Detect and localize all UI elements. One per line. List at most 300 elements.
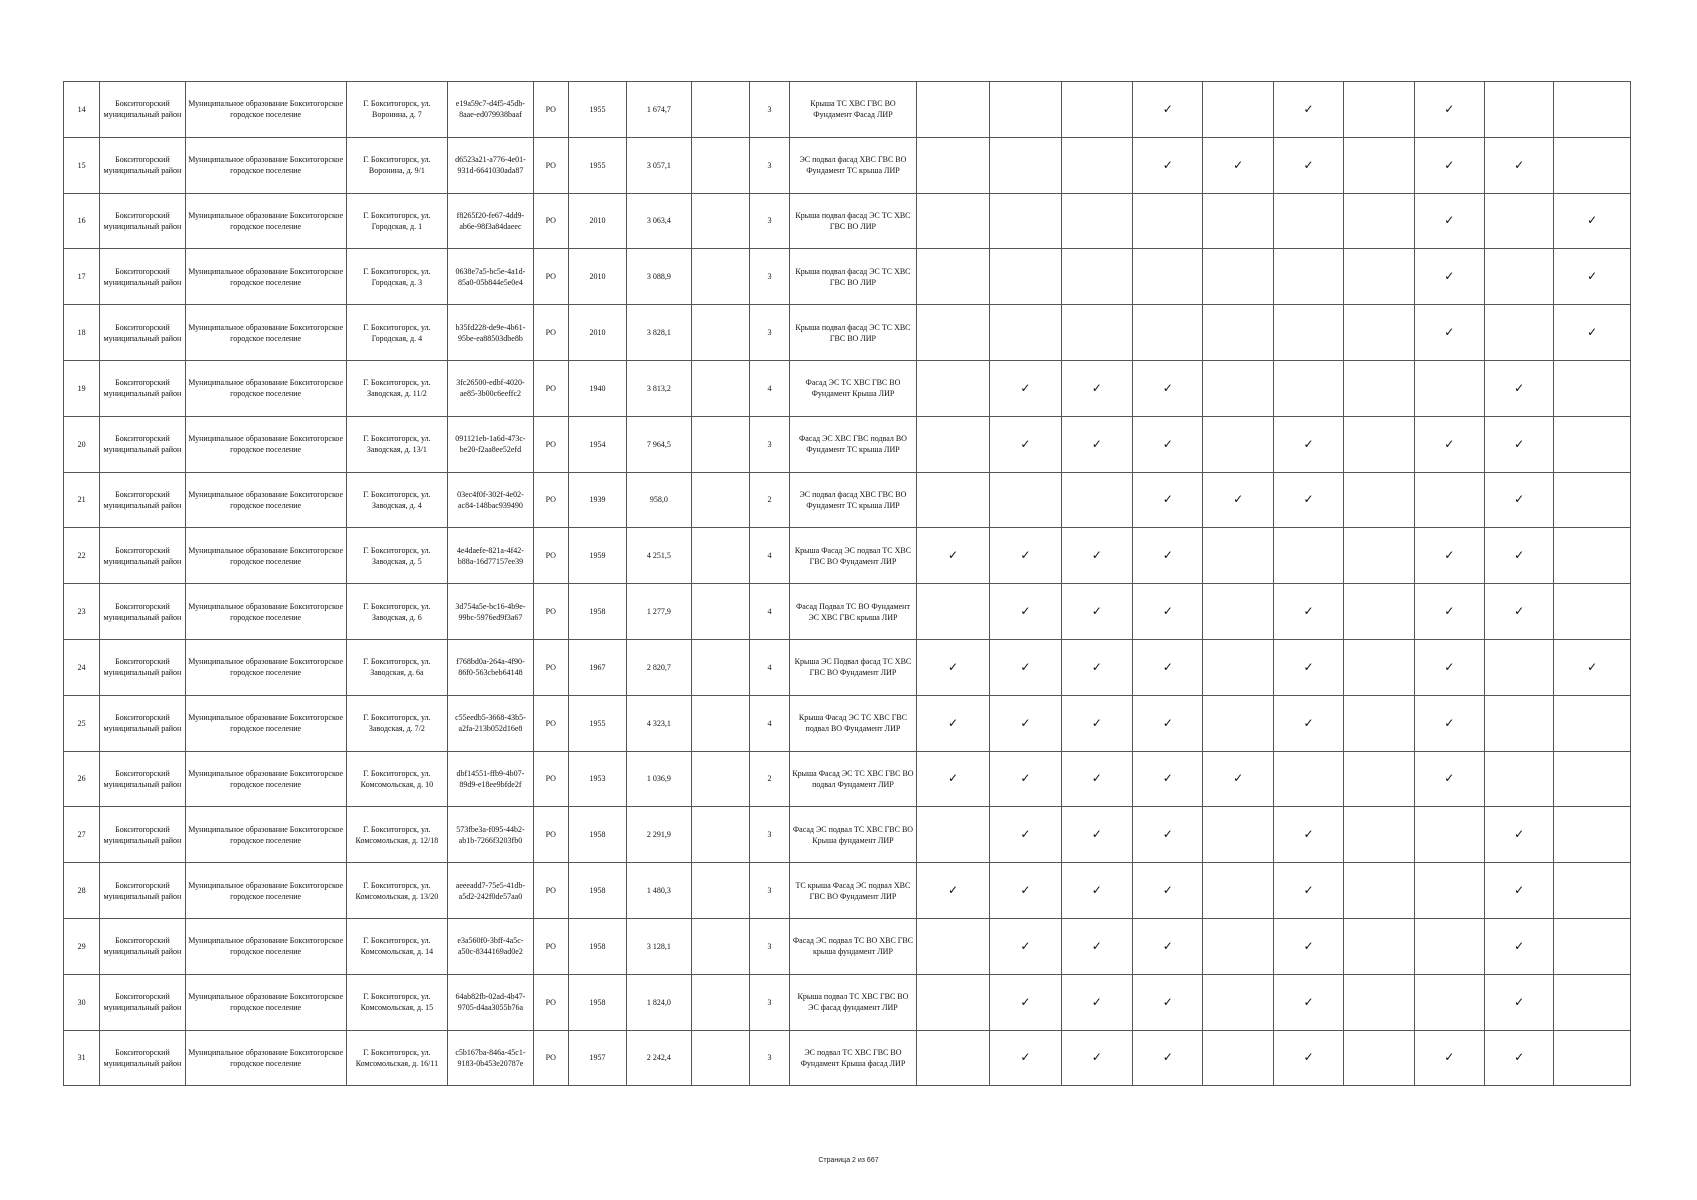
checkmark-icon: ✓	[1162, 659, 1173, 674]
checkmark-icon: ✓	[1303, 604, 1314, 619]
work-mark-cell	[1203, 807, 1273, 863]
address-cell: Г. Бокситогорск, ул. Комсомольская, д. 14	[346, 918, 448, 974]
works-list-cell: Крыша ТС ХВС ГВС ВО Фундамент Фасад ЛИР	[790, 82, 917, 138]
municipality-cell: Муниципальное образование Бокситогорское городское поселение	[185, 360, 346, 416]
page-footer: Страница 2 из 667	[818, 1157, 879, 1164]
work-mark-cell	[1133, 360, 1203, 416]
work-mark-cell	[916, 528, 989, 584]
work-mark-cell	[1061, 918, 1132, 974]
work-mark-cell	[1133, 416, 1203, 472]
work-mark-cell	[1203, 1030, 1273, 1086]
checkmark-icon: ✓	[1020, 380, 1031, 395]
work-mark-cell	[916, 416, 989, 472]
work-mark-cell	[1203, 584, 1273, 640]
district-cell: Бокситогорский муниципальный район	[100, 360, 185, 416]
checkmark-icon: ✓	[1303, 157, 1314, 172]
work-mark-cell	[1133, 137, 1203, 193]
year-cell: 1958	[568, 807, 626, 863]
work-mark-cell	[1344, 249, 1414, 305]
works-list-cell: Крыша подвал фасад ЭС ТС ХВС ГВС ВО ЛИР	[790, 249, 917, 305]
district-cell: Бокситогорский муниципальный район	[100, 137, 185, 193]
district-cell: Бокситогорский муниципальный район	[100, 807, 185, 863]
table-row	[64, 249, 1631, 305]
blank-cell	[691, 918, 749, 974]
municipality-cell: Муниципальное образование Бокситогорское городское поселение	[185, 249, 346, 305]
checkmark-icon: ✓	[1303, 883, 1314, 898]
checkmark-icon: ✓	[1444, 659, 1455, 674]
address-cell: Г. Бокситогорск, ул. Воронина, д. 9/1	[346, 137, 448, 193]
checkmark-icon: ✓	[1162, 604, 1173, 619]
district-cell: Бокситогорский муниципальный район	[100, 751, 185, 807]
checkmark-icon: ✓	[1162, 157, 1173, 172]
checkmark-icon: ✓	[1020, 883, 1031, 898]
work-mark-cell	[1133, 974, 1203, 1030]
table-row	[64, 639, 1631, 695]
floors-cell: 4	[749, 584, 789, 640]
works-list-cell: ЭС подвал ТС ХВС ГВС ВО Фундамент Крыша фасад ЛИР	[790, 1030, 917, 1086]
works-list-cell: Крыша Фасад ЭС подвал ТС ХВС ГВС ВО Фундамент ЛИР	[790, 528, 917, 584]
work-mark-cell	[1484, 249, 1553, 305]
table-row	[64, 528, 1631, 584]
blank-cell	[691, 360, 749, 416]
work-mark-cell	[1554, 82, 1631, 138]
year-cell: 2010	[568, 305, 626, 361]
blank-cell	[691, 584, 749, 640]
checkmark-icon: ✓	[1020, 994, 1031, 1009]
work-mark-cell	[1203, 305, 1273, 361]
checkmark-icon: ✓	[1587, 659, 1598, 674]
row-number-cell: 27	[64, 807, 100, 863]
work-mark-cell	[1273, 82, 1343, 138]
work-mark-cell	[1273, 416, 1343, 472]
work-mark-cell	[1133, 305, 1203, 361]
district-cell: Бокситогорский муниципальный район	[100, 193, 185, 249]
area-cell: 4 323,1	[627, 695, 691, 751]
work-mark-cell	[1061, 305, 1132, 361]
municipality-cell: Муниципальное образование Бокситогорское городское поселение	[185, 193, 346, 249]
area-cell: 1 824,0	[627, 974, 691, 1030]
work-mark-cell	[1484, 472, 1553, 528]
work-mark-cell	[1273, 751, 1343, 807]
work-mark-cell	[1061, 1030, 1132, 1086]
municipality-cell: Муниципальное образование Бокситогорское городское поселение	[185, 528, 346, 584]
district-cell: Бокситогорский муниципальный район	[100, 918, 185, 974]
checkmark-icon: ✓	[1162, 548, 1173, 563]
checkmark-icon: ✓	[1514, 827, 1525, 842]
checkmark-icon: ✓	[1162, 827, 1173, 842]
work-mark-cell	[1273, 249, 1343, 305]
works-list-cell: Фасад ЭС подвал ТС ВО ХВС ГВС крыша фундамент ЛИР	[790, 918, 917, 974]
work-mark-cell	[990, 137, 1061, 193]
work-mark-cell	[1273, 584, 1343, 640]
municipality-cell: Муниципальное образование Бокситогорское городское поселение	[185, 1030, 346, 1086]
work-mark-cell	[1203, 751, 1273, 807]
work-mark-cell	[1554, 695, 1631, 751]
work-mark-cell	[1414, 1030, 1484, 1086]
work-mark-cell	[1554, 639, 1631, 695]
work-mark-cell	[1344, 863, 1414, 919]
work-mark-cell	[1133, 584, 1203, 640]
municipality-cell: Муниципальное образование Бокситогорское городское поселение	[185, 807, 346, 863]
floors-cell: 3	[749, 918, 789, 974]
work-mark-cell	[1203, 82, 1273, 138]
work-mark-cell	[1061, 974, 1132, 1030]
checkmark-icon: ✓	[1020, 715, 1031, 730]
area-cell: 2 820,7	[627, 639, 691, 695]
work-mark-cell	[1414, 807, 1484, 863]
checkmark-icon: ✓	[1162, 938, 1173, 953]
floors-cell: 3	[749, 807, 789, 863]
program-cell: РО	[533, 863, 568, 919]
checkmark-icon: ✓	[1587, 213, 1598, 228]
floors-cell: 4	[749, 639, 789, 695]
table-row	[64, 807, 1631, 863]
work-mark-cell	[1061, 528, 1132, 584]
blank-cell	[691, 82, 749, 138]
work-mark-cell	[1273, 807, 1343, 863]
guid-cell: f8265f20-fe67-4dd9-ab6e-98f3a84daeec	[448, 193, 533, 249]
floors-cell: 2	[749, 751, 789, 807]
floors-cell: 3	[749, 137, 789, 193]
checkmark-icon: ✓	[947, 771, 959, 786]
program-cell: РО	[533, 918, 568, 974]
table-row	[64, 584, 1631, 640]
work-mark-cell	[916, 472, 989, 528]
row-number-cell: 24	[64, 639, 100, 695]
work-mark-cell	[916, 82, 989, 138]
floors-cell: 3	[749, 416, 789, 472]
work-mark-cell	[1133, 918, 1203, 974]
table-row	[64, 1030, 1631, 1086]
row-number-cell: 18	[64, 305, 100, 361]
floors-cell: 3	[749, 974, 789, 1030]
work-mark-cell	[1414, 305, 1484, 361]
work-mark-cell	[1484, 751, 1553, 807]
row-number-cell: 28	[64, 863, 100, 919]
year-cell: 2010	[568, 249, 626, 305]
checkmark-icon: ✓	[1020, 771, 1031, 786]
work-mark-cell	[1484, 193, 1553, 249]
year-cell: 2010	[568, 193, 626, 249]
guid-cell: b35fd228-de9e-4b61-95be-ea88503dbe8b	[448, 305, 533, 361]
work-mark-cell	[1133, 528, 1203, 584]
program-cell: РО	[533, 751, 568, 807]
checkmark-icon: ✓	[1091, 994, 1102, 1009]
row-number-cell: 29	[64, 918, 100, 974]
area-cell: 3 828,1	[627, 305, 691, 361]
guid-cell: e19a59c7-d4f5-45db-8aae-ed079938baaf	[448, 82, 533, 138]
work-mark-cell	[1273, 193, 1343, 249]
work-mark-cell	[916, 863, 989, 919]
work-mark-cell	[1414, 528, 1484, 584]
work-mark-cell	[1344, 974, 1414, 1030]
year-cell: 1939	[568, 472, 626, 528]
work-mark-cell	[1414, 416, 1484, 472]
checkmark-icon: ✓	[947, 715, 959, 730]
municipality-cell: Муниципальное образование Бокситогорское городское поселение	[185, 918, 346, 974]
guid-cell: f768bd0a-264a-4f90-86f0-563cbeb64148	[448, 639, 533, 695]
floors-cell: 3	[749, 305, 789, 361]
work-mark-cell	[916, 584, 989, 640]
checkmark-icon: ✓	[1444, 213, 1455, 228]
checkmark-icon: ✓	[1514, 492, 1525, 507]
district-cell: Бокситогорский муниципальный район	[100, 249, 185, 305]
work-mark-cell	[1414, 584, 1484, 640]
work-mark-cell	[1203, 193, 1273, 249]
work-mark-cell	[1273, 863, 1343, 919]
work-mark-cell	[1273, 305, 1343, 361]
row-number-cell: 15	[64, 137, 100, 193]
checkmark-icon: ✓	[1020, 548, 1031, 563]
district-cell: Бокситогорский муниципальный район	[100, 528, 185, 584]
year-cell: 1959	[568, 528, 626, 584]
program-cell: РО	[533, 695, 568, 751]
year-cell: 1958	[568, 918, 626, 974]
work-mark-cell	[1554, 416, 1631, 472]
work-mark-cell	[1344, 695, 1414, 751]
floors-cell: 3	[749, 82, 789, 138]
area-cell: 2 242,4	[627, 1030, 691, 1086]
blank-cell	[691, 528, 749, 584]
area-cell: 3 088,9	[627, 249, 691, 305]
row-number-cell: 20	[64, 416, 100, 472]
table-row	[64, 918, 1631, 974]
area-cell: 3 057,1	[627, 137, 691, 193]
work-mark-cell	[1554, 305, 1631, 361]
checkmark-icon: ✓	[1020, 827, 1031, 842]
works-list-cell: ТС крыша Фасад ЭС подвал ХВС ГВС ВО Фундамент ЛИР	[790, 863, 917, 919]
work-mark-cell	[990, 639, 1061, 695]
work-mark-cell	[1344, 751, 1414, 807]
checkmark-icon: ✓	[1020, 938, 1031, 953]
checkmark-icon: ✓	[1514, 548, 1525, 563]
row-number-cell: 23	[64, 584, 100, 640]
work-mark-cell	[1061, 137, 1132, 193]
work-mark-cell	[1554, 137, 1631, 193]
checkmark-icon: ✓	[1020, 604, 1031, 619]
checkmark-icon: ✓	[1303, 994, 1314, 1009]
program-cell: РО	[533, 584, 568, 640]
floors-cell: 4	[749, 528, 789, 584]
checkmark-icon: ✓	[1162, 436, 1173, 451]
checkmark-icon: ✓	[1020, 436, 1031, 451]
municipality-cell: Муниципальное образование Бокситогорское городское поселение	[185, 639, 346, 695]
checkmark-icon: ✓	[1303, 715, 1314, 730]
year-cell: 1940	[568, 360, 626, 416]
guid-cell: d6523a21-a776-4e01-931d-6641030ada87	[448, 137, 533, 193]
work-mark-cell	[1554, 360, 1631, 416]
work-mark-cell	[990, 472, 1061, 528]
row-number-cell: 31	[64, 1030, 100, 1086]
checkmark-icon: ✓	[1303, 938, 1314, 953]
year-cell: 1958	[568, 584, 626, 640]
address-cell: Г. Бокситогорск, ул. Комсомольская, д. 16/11	[346, 1030, 448, 1086]
table-row	[64, 360, 1631, 416]
work-mark-cell	[1061, 863, 1132, 919]
work-mark-cell	[1484, 360, 1553, 416]
table-row	[64, 751, 1631, 807]
work-mark-cell	[1273, 918, 1343, 974]
works-list-cell: ЭС подвал фасад ХВС ГВС ВО Фундамент ТС крыша ЛИР	[790, 137, 917, 193]
work-mark-cell	[1484, 82, 1553, 138]
housing-register-table	[63, 81, 1631, 1086]
checkmark-icon: ✓	[1091, 771, 1102, 786]
work-mark-cell	[1484, 974, 1553, 1030]
work-mark-cell	[916, 695, 989, 751]
area-cell: 3 128,1	[627, 918, 691, 974]
checkmark-icon: ✓	[1514, 883, 1525, 898]
work-mark-cell	[1061, 360, 1132, 416]
row-number-cell: 26	[64, 751, 100, 807]
work-mark-cell	[1061, 584, 1132, 640]
row-number-cell: 14	[64, 82, 100, 138]
area-cell: 7 964,5	[627, 416, 691, 472]
year-cell: 1953	[568, 751, 626, 807]
work-mark-cell	[1554, 974, 1631, 1030]
guid-cell: c5b167ba-846a-45c1-9183-0b453e20787e	[448, 1030, 533, 1086]
checkmark-icon: ✓	[1303, 436, 1314, 451]
work-mark-cell	[1344, 360, 1414, 416]
checkmark-icon: ✓	[1514, 604, 1525, 619]
work-mark-cell	[1554, 528, 1631, 584]
address-cell: Г. Бокситогорск, ул. Заводская, д. 5	[346, 528, 448, 584]
work-mark-cell	[1273, 472, 1343, 528]
guid-cell: 4e4daefe-821a-4f42-b88a-16d77157ee39	[448, 528, 533, 584]
checkmark-icon: ✓	[1444, 548, 1455, 563]
year-cell: 1967	[568, 639, 626, 695]
work-mark-cell	[916, 974, 989, 1030]
work-mark-cell	[1203, 249, 1273, 305]
checkmark-icon: ✓	[947, 883, 959, 898]
guid-cell: 0638e7a5-bc5e-4a1d-85a0-05b844e5e0e4	[448, 249, 533, 305]
work-mark-cell	[1414, 974, 1484, 1030]
work-mark-cell	[990, 249, 1061, 305]
municipality-cell: Муниципальное образование Бокситогорское городское поселение	[185, 974, 346, 1030]
municipality-cell: Муниципальное образование Бокситогорское городское поселение	[185, 584, 346, 640]
blank-cell	[691, 751, 749, 807]
checkmark-icon: ✓	[1514, 938, 1525, 953]
checkmark-icon: ✓	[1587, 269, 1598, 284]
area-cell: 1 674,7	[627, 82, 691, 138]
work-mark-cell	[1203, 416, 1273, 472]
checkmark-icon: ✓	[1514, 1050, 1525, 1065]
year-cell: 1958	[568, 974, 626, 1030]
checkmark-icon: ✓	[947, 659, 959, 674]
work-mark-cell	[1484, 1030, 1553, 1086]
guid-cell: 091121eb-1a6d-473c-be20-f2aa8ee52efd	[448, 416, 533, 472]
year-cell: 1955	[568, 137, 626, 193]
work-mark-cell	[1344, 82, 1414, 138]
district-cell: Бокситогорский муниципальный район	[100, 639, 185, 695]
work-mark-cell	[990, 807, 1061, 863]
address-cell: Г. Бокситогорск, ул. Заводская, д. 7/2	[346, 695, 448, 751]
checkmark-icon: ✓	[1091, 1050, 1102, 1065]
address-cell: Г. Бокситогорск, ул. Комсомольская, д. 12/18	[346, 807, 448, 863]
checkmark-icon: ✓	[1444, 604, 1455, 619]
work-mark-cell	[1414, 751, 1484, 807]
checkmark-icon: ✓	[1091, 883, 1102, 898]
floors-cell: 3	[749, 1030, 789, 1086]
checkmark-icon: ✓	[1514, 157, 1525, 172]
table-row	[64, 472, 1631, 528]
work-mark-cell	[1061, 249, 1132, 305]
work-mark-cell	[990, 695, 1061, 751]
work-mark-cell	[1414, 863, 1484, 919]
municipality-cell: Муниципальное образование Бокситогорское городское поселение	[185, 472, 346, 528]
work-mark-cell	[1061, 193, 1132, 249]
table-row	[64, 974, 1631, 1030]
work-mark-cell	[1344, 305, 1414, 361]
checkmark-icon: ✓	[1233, 771, 1244, 786]
work-mark-cell	[1344, 1030, 1414, 1086]
work-mark-cell	[1273, 137, 1343, 193]
checkmark-icon: ✓	[1091, 715, 1102, 730]
work-mark-cell	[1133, 1030, 1203, 1086]
work-mark-cell	[916, 918, 989, 974]
checkmark-icon: ✓	[1020, 659, 1031, 674]
checkmark-icon: ✓	[1162, 1050, 1173, 1065]
checkmark-icon: ✓	[1303, 659, 1314, 674]
checkmark-icon: ✓	[1514, 436, 1525, 451]
table-row	[64, 416, 1631, 472]
municipality-cell: Муниципальное образование Бокситогорское городское поселение	[185, 695, 346, 751]
program-cell: РО	[533, 137, 568, 193]
year-cell: 1954	[568, 416, 626, 472]
work-mark-cell	[1554, 193, 1631, 249]
table-row	[64, 193, 1631, 249]
checkmark-icon: ✓	[1091, 659, 1102, 674]
guid-cell: dbf14551-ffb9-4b07-89d9-e18ee9bfde2f	[448, 751, 533, 807]
floors-cell: 2	[749, 472, 789, 528]
guid-cell: c55eedb5-3668-43b5-a2fa-213b052d16e8	[448, 695, 533, 751]
work-mark-cell	[1484, 863, 1553, 919]
checkmark-icon: ✓	[1162, 101, 1173, 116]
checkmark-icon: ✓	[1091, 827, 1102, 842]
blank-cell	[691, 807, 749, 863]
year-cell: 1958	[568, 863, 626, 919]
work-mark-cell	[1061, 472, 1132, 528]
work-mark-cell	[1484, 695, 1553, 751]
program-cell: РО	[533, 305, 568, 361]
work-mark-cell	[1484, 305, 1553, 361]
work-mark-cell	[916, 249, 989, 305]
checkmark-icon: ✓	[1514, 994, 1525, 1009]
work-mark-cell	[1273, 639, 1343, 695]
work-mark-cell	[916, 1030, 989, 1086]
area-cell: 3 813,2	[627, 360, 691, 416]
work-mark-cell	[1414, 639, 1484, 695]
guid-cell: 64ab82fb-02ad-4b47-9705-d4aa3055b76a	[448, 974, 533, 1030]
work-mark-cell	[1484, 639, 1553, 695]
area-cell: 4 251,5	[627, 528, 691, 584]
work-mark-cell	[1203, 472, 1273, 528]
checkmark-icon: ✓	[1091, 548, 1102, 563]
year-cell: 1955	[568, 82, 626, 138]
municipality-cell: Муниципальное образование Бокситогорское городское поселение	[185, 751, 346, 807]
blank-cell	[691, 639, 749, 695]
address-cell: Г. Бокситогорск, ул. Заводская, д. 6а	[346, 639, 448, 695]
works-list-cell: Фасад Подвал ТС ВО Фундамент ЭС ХВС ГВС крыша ЛИР	[790, 584, 917, 640]
checkmark-icon: ✓	[1091, 604, 1102, 619]
works-list-cell: Крыша ЭС Подвал фасад ТС ХВС ГВС ВО Фундамент ЛИР	[790, 639, 917, 695]
row-number-cell: 16	[64, 193, 100, 249]
blank-cell	[691, 472, 749, 528]
works-list-cell: Крыша подвал фасад ЭС ТС ХВС ГВС ВО ЛИР	[790, 193, 917, 249]
work-mark-cell	[916, 137, 989, 193]
work-mark-cell	[1414, 249, 1484, 305]
blank-cell	[691, 137, 749, 193]
work-mark-cell	[1484, 918, 1553, 974]
